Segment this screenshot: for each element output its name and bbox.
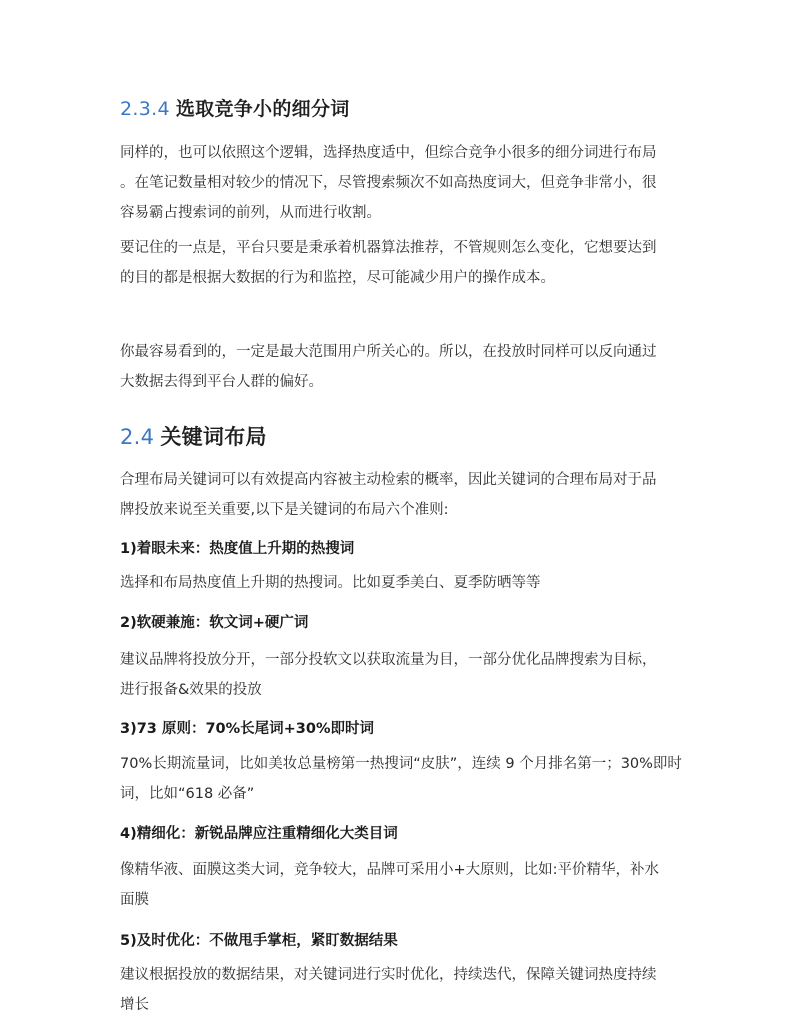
section-number: 2.3.4 bbox=[120, 98, 170, 120]
rule-1-label: 1)着眼未来：热度值上升期的热搜词 bbox=[120, 541, 355, 557]
paragraph-line: 面膜 bbox=[120, 892, 149, 908]
rule-2-text bbox=[120, 645, 680, 705]
paragraph-line: 大数据去得到平台人群的偏好。 bbox=[120, 374, 323, 390]
paragraph-line: 像精华液、面膜这类大词，竞争较大，品牌可采用小+大原则，比如:平价精华，补水 bbox=[120, 862, 660, 878]
paragraph-2 bbox=[120, 233, 680, 293]
paragraph-line: 容易霸占搜索词的前列，从而进行收割。 bbox=[120, 205, 381, 221]
paragraph-line: 同样的，也可以依照这个逻辑，选择热度适中，但综合竞争小很多的细分词进行布局 bbox=[120, 145, 657, 161]
section-title: 关键词布局 bbox=[160, 425, 267, 449]
paragraph-line: 要记住的一点是，平台只要是秉承着机器算法推荐，不管规则怎么变化，它想要达到 bbox=[120, 240, 657, 256]
paragraph-line: 合理布局关键词可以有效提高内容被主动检索的概率，因此关键词的合理布局对于品 bbox=[120, 472, 657, 488]
rule-5-label: 5)及时优化：不做甩手掌柜，紧盯数据结果 bbox=[120, 933, 398, 949]
paragraph-line: 建议根据投放的数据结果，对关键词进行实时优化，持续迭代，保障关键词热度持续 bbox=[120, 967, 657, 983]
section-heading-2-3-4 bbox=[120, 94, 350, 121]
paragraph-line: 词，比如“618 必备” bbox=[120, 786, 255, 802]
rule-1-text bbox=[120, 568, 680, 598]
rule-5-text bbox=[120, 960, 680, 1020]
paragraph-line: 70%长期流量词，比如美妆总量榜第一热搜词“皮肤”，连续 9 个月排名第一；30%即时 bbox=[120, 756, 682, 772]
paragraph-4 bbox=[120, 465, 680, 525]
rule-3-text bbox=[120, 749, 680, 809]
paragraph-1 bbox=[120, 138, 680, 228]
paragraph-line: 牌投放来说至关重要,以下是关键词的布局六个准则: bbox=[120, 502, 449, 518]
rule-2-label: 2)软硬兼施：软文词+硬广词 bbox=[120, 615, 309, 631]
paragraph-line: 选择和布局热度值上升期的热搜词。比如夏季美白、夏季防晒等等 bbox=[120, 575, 541, 591]
section-number: 2.4 bbox=[120, 425, 155, 449]
rule-3-label: 3)73 原则：70%长尾词+30%即时词 bbox=[120, 721, 375, 737]
paragraph-3 bbox=[120, 337, 680, 397]
paragraph-line: 。在笔记数量相对较少的情况下，尽管搜索频次不如高热度词大，但竞争非常小，很 bbox=[120, 175, 657, 191]
paragraph-line: 建议品牌将投放分开，一部分投软文以获取流量为目，一部分优化品牌搜索为目标， bbox=[120, 652, 657, 668]
rule-4-text bbox=[120, 855, 680, 915]
rule-4-label: 4)精细化：新锐品牌应注重精细化大类目词 bbox=[120, 826, 398, 842]
paragraph-line: 的目的都是根据大数据的行为和监控，尽可能减少用户的操作成本。 bbox=[120, 270, 555, 286]
section-heading-2-4 bbox=[120, 421, 267, 451]
paragraph-line: 你最容易看到的，一定是最大范围用户所关心的。所以，在投放时同样可以反向通过 bbox=[120, 344, 657, 360]
paragraph-line: 增长 bbox=[120, 997, 149, 1013]
paragraph-line: 进行报备&效果的投放 bbox=[120, 682, 262, 698]
section-title: 选取竞争小的细分词 bbox=[175, 98, 350, 120]
